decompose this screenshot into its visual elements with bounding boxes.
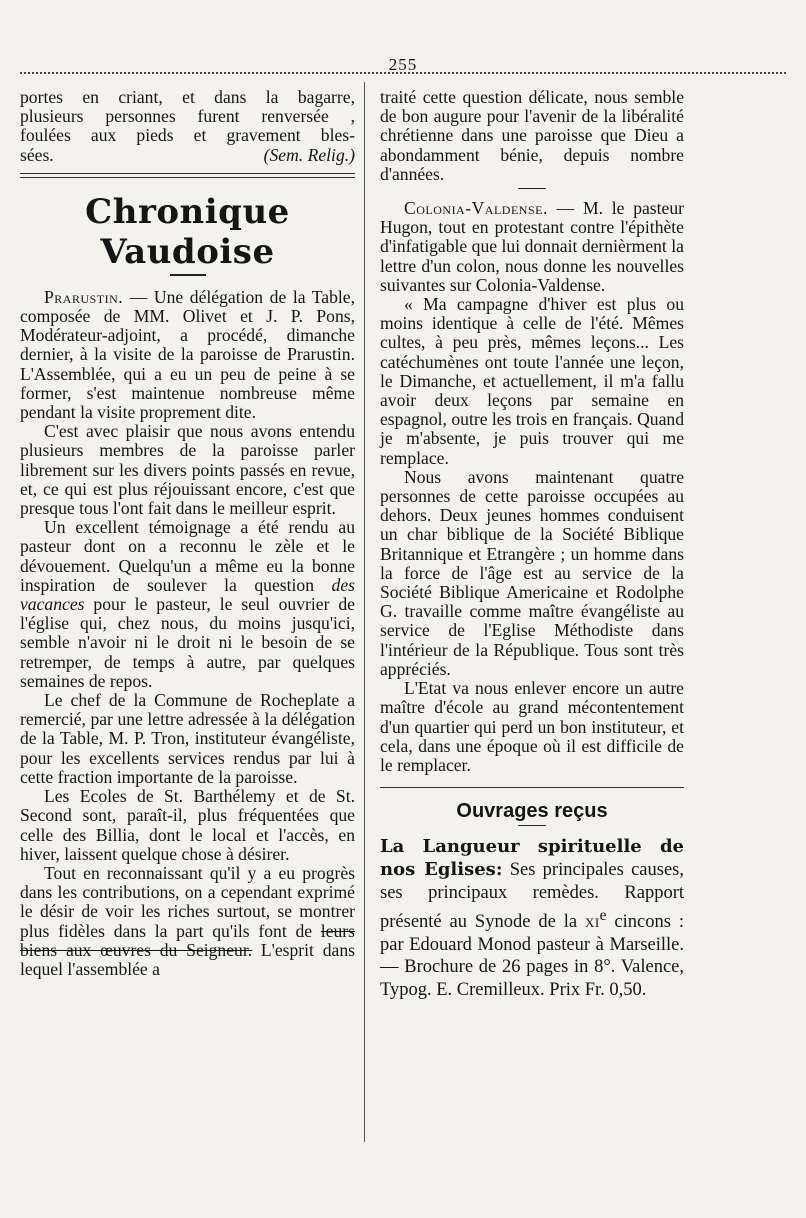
paragraph: Le chef de la Commune de Rocheplate a remercié, par une lettre adressée à la délégation de la Table, M. P. Tron, instituteur évangéliste, pour les excellents services rendus par lui à cette fraction importante de la paroisse. — [20, 690, 355, 787]
section-separator — [20, 173, 355, 178]
book-entry — [380, 836, 684, 1002]
paragraph — [20, 864, 355, 979]
title-underline — [170, 274, 206, 276]
source-citation: (Sem. Relig.) — [263, 144, 355, 165]
carryover-line-4 — [20, 146, 355, 165]
superscript: e — [599, 906, 607, 924]
paragraph — [20, 518, 355, 691]
carryover-line-3: foulées aux pieds et gravement bles- — [20, 125, 355, 146]
section-title: Chronique Vaudoise — [85, 191, 290, 272]
header-rule — [20, 72, 786, 74]
left-column — [20, 88, 355, 979]
place-lead: Prarustin. — [44, 286, 124, 307]
quote-paragraph: L'Etat va nous enlever encore un autre maître d'école au grand mécontentement d'un quartier qui perd un bon instituteur, et cela, dans une époque où il est difficile de le remplacer. — [380, 678, 684, 775]
quote-paragraph: « Ma campagne d'hiver est plus ou moins identique à celle de l'été. Mêmes cultes, à peu près, mêmes leçons... Les catéchumènes ont toute l'année une leçon, le Dimanche, et actuellement, il m'a fallu avoir deux leçons par semaine en espagnol, outre les trois en français. Quand je m'absente, je puis trouver qui me remplace. — [380, 294, 684, 468]
page-number: 255 — [388, 55, 418, 74]
ouvrages-title: Ouvrages reçus — [456, 800, 608, 823]
carryover-end: sées. — [20, 144, 54, 165]
book-text: cincons : par Edouard Monod pasteur à Marseille. — Brochure de 26 pages in 8°. Valence, Typog. E. Cremilleux. Prix Fr. 0,50. — [380, 911, 684, 1001]
paragraph-prarustin — [20, 288, 355, 422]
paragraph-text: Tout en reconnaissant qu'il y a eu progrès dans les contributions, on a cependant exprimé le désir de voir les riches surtout, se montrer plus fidèles dans la part qu'ils font de — [20, 862, 355, 941]
place-lead: Colonia-Valdense. — [404, 198, 548, 219]
column-divider — [364, 82, 365, 1142]
right-column — [380, 88, 684, 1002]
paragraph-continuation: traité cette question délicate, nous semble de bon augure pour l'avenir de la libéralité chrétienne dans une paroisse que Dieu a abondamment bénie, depuis nombre d'années. — [380, 87, 684, 184]
book-text: Ses principales causes, ses principaux remèdes. Rapport présenté au Synode de la — [380, 860, 684, 932]
emphasis: des vacances — [20, 574, 355, 615]
paragraph: C'est avec plaisir que nous avons entendu plusieurs membres de la paroisse parler librement sur les divers points passés en revue, et, ce qui est plus réjouissant encore, c'est que presque tous l'ont fait dans le meilleur esprit. — [20, 421, 355, 519]
section-separator — [380, 787, 684, 788]
paragraph-text: Un excellent témoignage a été rendu au pasteur dont on a reconnu le zèle et le dévouement. Quelqu'un a même eu la bonne inspiration de soulever la question — [20, 517, 355, 595]
carryover-line-2: plusieurs personnes furent renversée , — [20, 106, 355, 127]
paragraph: Les Ecoles de St. Barthélemy et de St. Second sont, paraît-il, plus fréquentées que celle des Billia, dont le local et l'accès, en hiver, laissent quelque chose à désirer. — [20, 786, 355, 864]
paragraph-text: — M. le pasteur Hugon, tout en protestant contre l'épithète d'infatigable que lui donnait dernièrment la lettre d'un colon, nous donne les nouvelles suivantes sur Colonia-Valdense. — [380, 198, 684, 295]
book-title: La Langueur spirituelle de nos Eglises: — [380, 836, 684, 881]
century: xi — [584, 911, 600, 932]
paragraph-text: L'esprit dans lequel l'assemblée a — [20, 939, 355, 979]
short-separator — [518, 188, 546, 189]
quote-paragraph: Nous avons maintenant quatre personnes de cette paroisse occupées au dehors. Deux jeunes hommes conduisent un char biblique de la Société Biblique Britannique et Etrangère ; un homme dans la force de l'âge est au service de la Société Biblique Americaine et Rodolphe G. travaille comme maître évangéliste au service de l'Eglise Méthodiste dans l'intérieur de la République. Tous sont très appréciés. — [380, 466, 684, 679]
book-review — [380, 836, 684, 1002]
title-underline — [518, 825, 546, 826]
paragraph-colonia — [380, 199, 684, 295]
paragraph-text: — Une délégation de la Table, composée de MM. Olivet et J. P. Pons, Modérateur-adjoint, a procédé, dimanche dernier, à la visite de la paroisse de Prarustin. L'Assemblée, qui a eu un peu de peine à se former, s'est maintenue nombreuse même pendant la visite proprement dite. — [20, 286, 355, 423]
carryover-line-1: portes en criant, et dans la bagarre, — [20, 87, 355, 107]
struck-text: leurs biens aux œuvres du Seigneur. — [20, 920, 355, 960]
paragraph-text: pour le pasteur, le seul ouvrier de l'église qui, chez nous, du moins jusqu'ici, semble n'avoir ni le droit ni le besoin de se retremper, de temps à autre, par quelques semaines de repos. — [20, 594, 355, 691]
